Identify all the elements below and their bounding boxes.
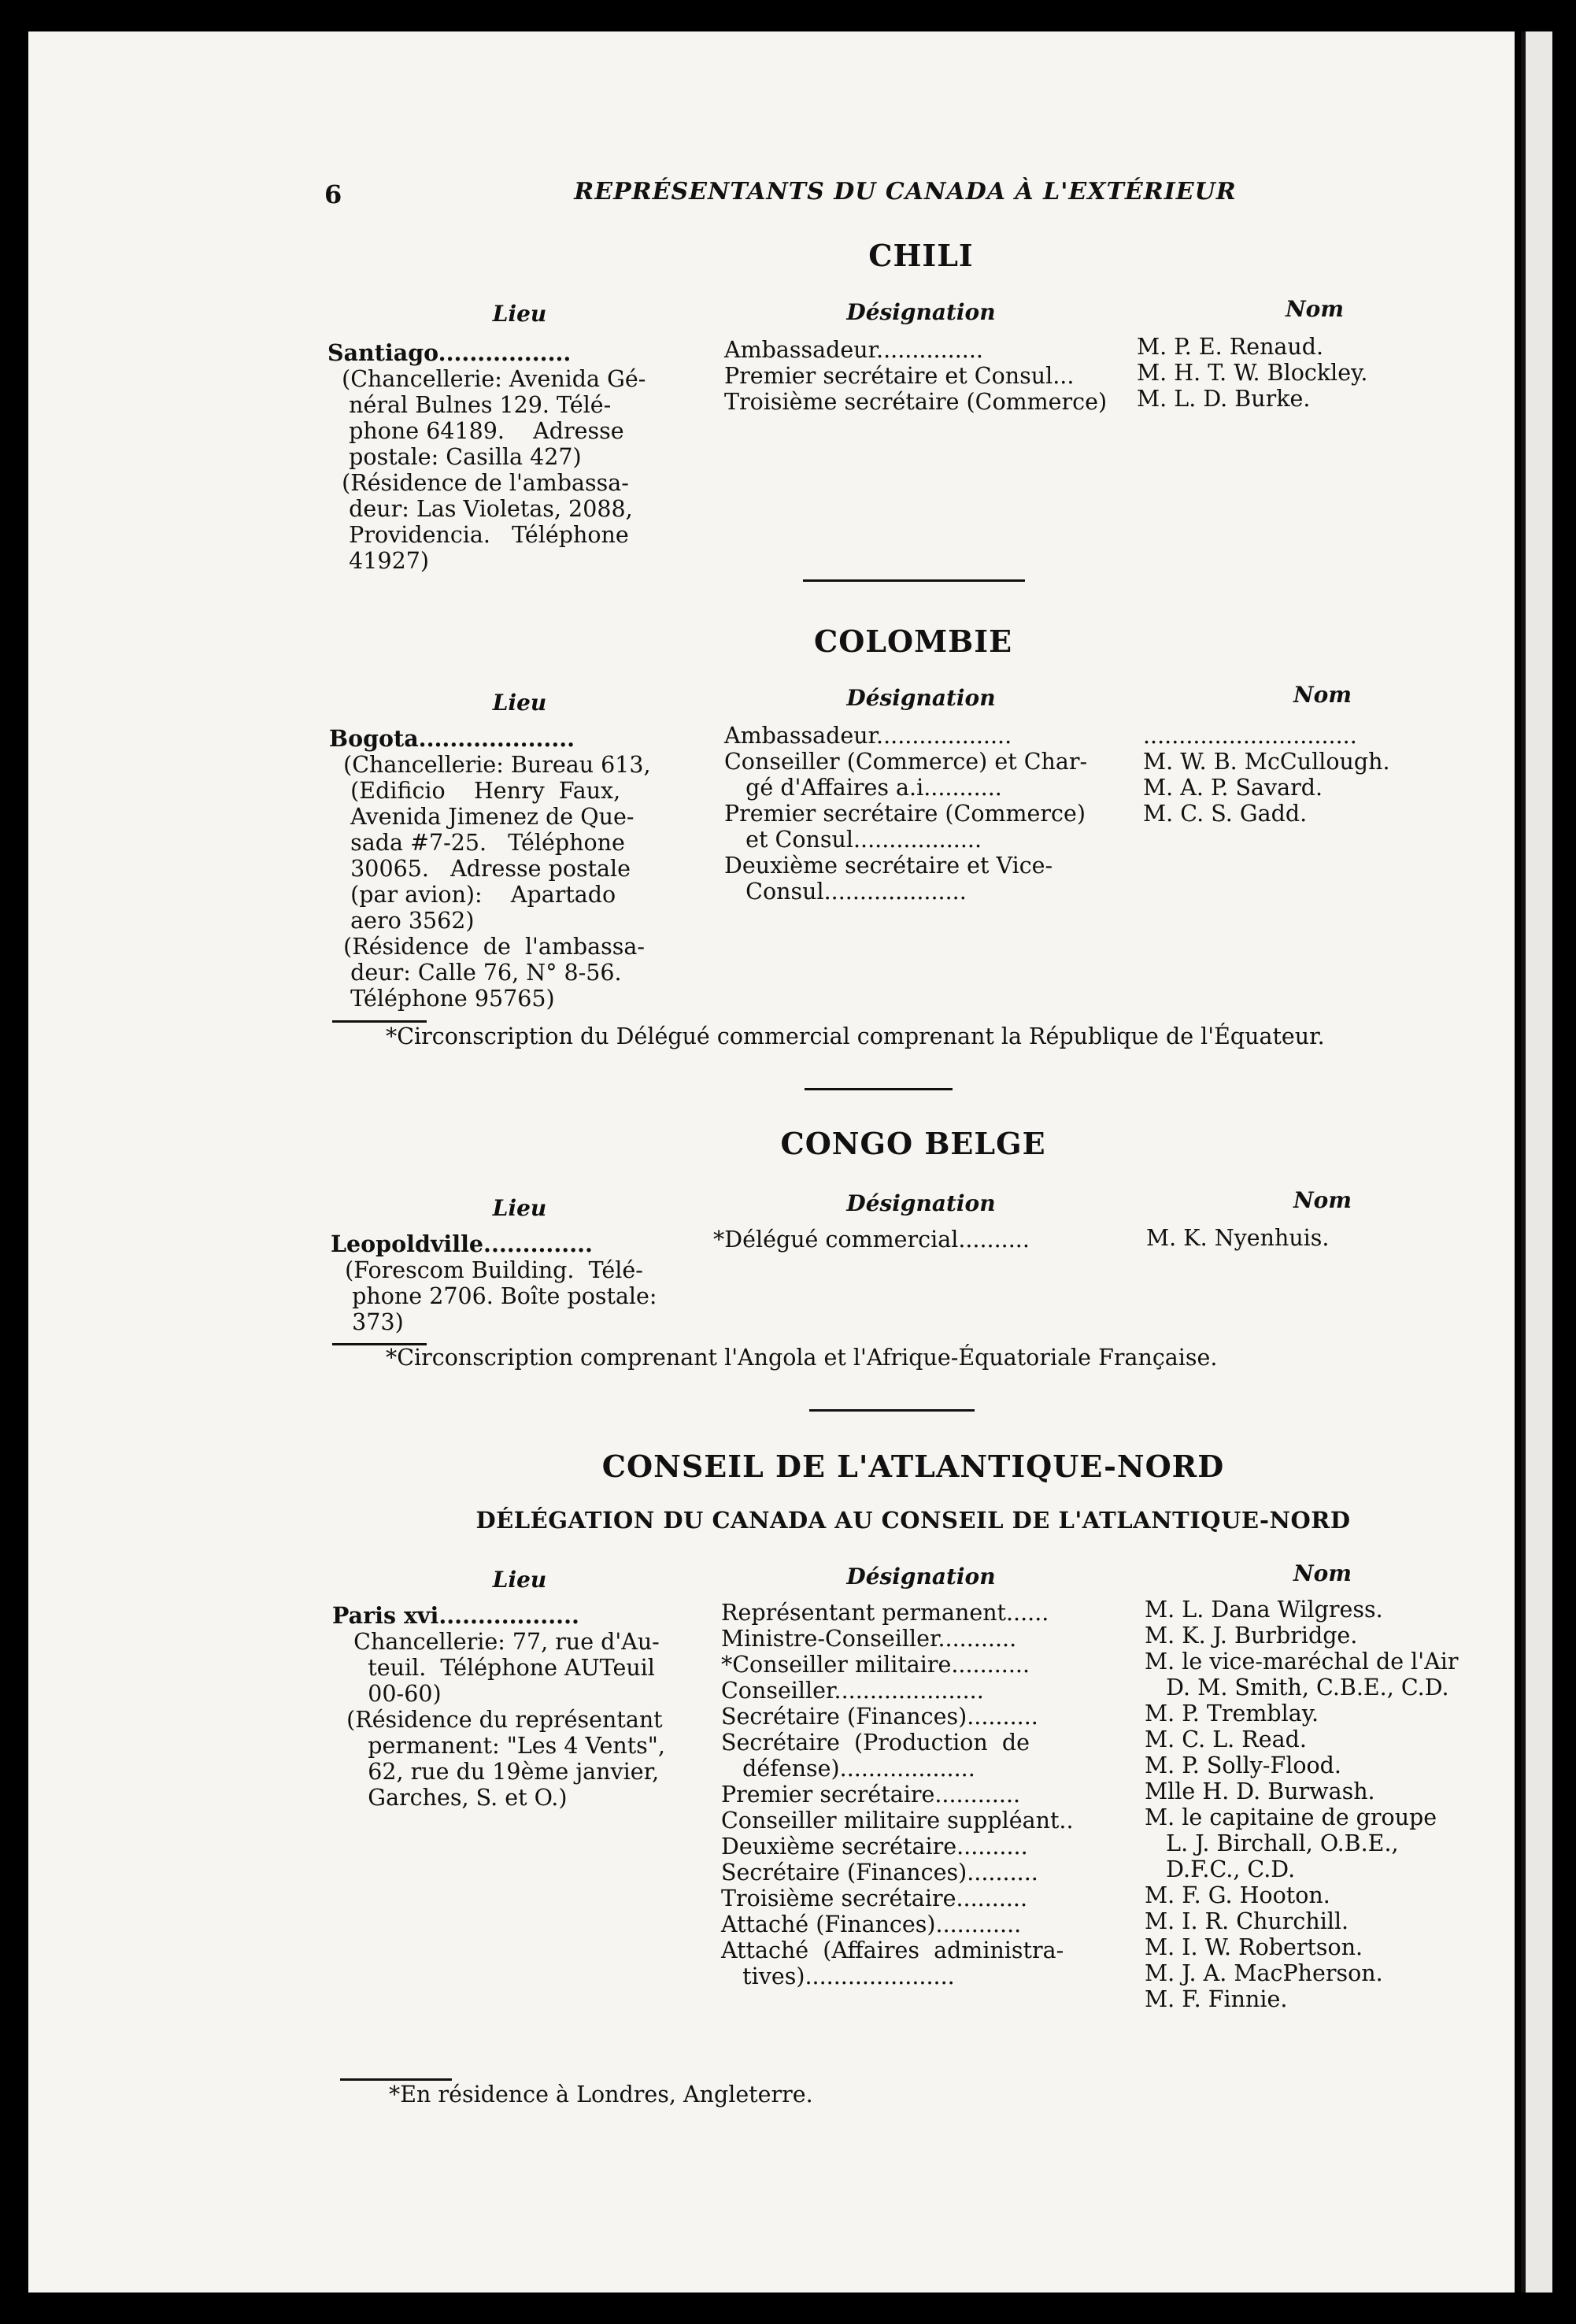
otan-designation-line: Représentant permanent...... — [721, 1600, 1049, 1626]
country-title-congo-belge: CONGO BELGE — [780, 1126, 1046, 1161]
colombie-designation-line: Premier secrétaire (Commerce) — [724, 801, 1086, 827]
colombie-lieu-line: Bogota.................... — [329, 725, 575, 752]
otan-designation-line: Secrétaire (Finances).......... — [721, 1704, 1038, 1730]
otan-nom-block — [1145, 1597, 1458, 2012]
otan-designation-line: Secrétaire (Production de — [721, 1730, 1030, 1756]
congo-nom-block — [1146, 1225, 1329, 1251]
otan-nom-line: M. K. J. Burbridge. — [1145, 1623, 1358, 1649]
colombie-designation-line: gé d'Affaires a.i........... — [724, 775, 1002, 801]
otan-designation-line: Premier secrétaire............ — [721, 1782, 1021, 1808]
otan-nom-line: M. le vice-maréchal de l'Air — [1145, 1649, 1459, 1675]
colombie-designation-line: Ambassadeur................... — [724, 723, 1012, 749]
chili-designation-line: Troisième secrétaire (Commerce) — [724, 389, 1108, 415]
country-title-colombie: COLOMBIE — [813, 624, 1013, 659]
colombie-lieu-line: (Chancellerie: Bureau 613, — [329, 752, 651, 778]
colombie-designation-block — [724, 723, 1087, 905]
column-header-designation: Désignation — [846, 299, 996, 325]
otan-designation-line: Attaché (Affaires administra- — [721, 1937, 1064, 1963]
congo-nom-line: M. K. Nyenhuis. — [1146, 1225, 1330, 1251]
otan-lieu-line: Chancellerie: 77, rue d'Au- — [332, 1629, 660, 1655]
chili-lieu-line: deur: Las Violetas, 2088, — [327, 496, 633, 522]
chili-nom-block — [1137, 334, 1367, 412]
colombie-lieu-line: (par avion): Apartado — [329, 882, 616, 908]
colombie-lieu-block — [329, 726, 651, 1012]
chili-designation-line: Premier secrétaire et Consul... — [724, 363, 1075, 389]
colombie-nom-line: M. C. S. Gadd. — [1143, 801, 1308, 827]
colombie-designation-line: Deuxième secrétaire et Vice- — [724, 853, 1053, 879]
colombie-nom-line: .............................. — [1143, 723, 1357, 749]
chili-lieu-line: phone 64189. Adresse — [327, 418, 624, 444]
chili-lieu-line: (Chancellerie: Avenida Gé- — [327, 366, 646, 392]
otan-designation-line: Attaché (Finances)............ — [721, 1911, 1022, 1937]
otan-nom-line: D. M. Smith, C.B.E., C.D. — [1145, 1675, 1449, 1700]
footnote-colombie: *Circonscription du Délégué commercial comprenant la République de l'Équateur. — [386, 1023, 1325, 1049]
section-title-otan: CONSEIL DE L'ATLANTIQUE-NORD — [601, 1449, 1225, 1484]
colombie-lieu-line: (Edificio Henry Faux, — [329, 778, 621, 804]
chili-designation-block — [724, 337, 1107, 415]
otan-lieu-line: Garches, S. et O.) — [332, 1785, 568, 1811]
congo-designation-line: *Délégué commercial.......... — [713, 1227, 1030, 1253]
column-header-nom: Nom — [1293, 682, 1352, 708]
otan-lieu-line: teuil. Téléphone AUTeuil — [332, 1655, 655, 1681]
congo-lieu-line: (Forescom Building. Télé- — [331, 1257, 643, 1283]
footnote-rule — [340, 2078, 452, 2081]
otan-designation-line: Conseiller..................... — [721, 1678, 984, 1704]
column-header-nom: Nom — [1293, 1187, 1352, 1213]
otan-nom-line: Mlle H. D. Burwash. — [1145, 1778, 1375, 1804]
colombie-lieu-line: Avenida Jimenez de Que- — [329, 804, 634, 830]
chili-nom-line: M. H. T. W. Blockley. — [1137, 360, 1368, 386]
otan-lieu-block — [332, 1603, 665, 1811]
otan-nom-line: M. J. A. MacPherson. — [1145, 1960, 1383, 1986]
colombie-lieu-line: 30065. Adresse postale — [329, 856, 631, 882]
chili-lieu-block — [327, 340, 646, 574]
section-subtitle-otan: DÉLÉGATION DU CANADA AU CONSEIL DE L'ATLANTIQUE-NORD — [475, 1507, 1351, 1534]
colombie-lieu-line: deur: Calle 76, N° 8-56. — [329, 960, 622, 986]
otan-lieu-line: 62, rue du 19ème janvier, — [332, 1759, 660, 1785]
otan-nom-line: M. L. Dana Wilgress. — [1145, 1597, 1383, 1623]
column-header-lieu: Lieu — [492, 690, 547, 716]
section-divider — [809, 1409, 975, 1412]
colombie-designation-line: et Consul.................. — [724, 827, 982, 853]
column-header-designation: Désignation — [846, 1190, 996, 1216]
colombie-nom-block — [1143, 723, 1390, 827]
chili-nom-line: M. L. D. Burke. — [1137, 386, 1311, 412]
chili-lieu-line: néral Bulnes 129. Télé- — [327, 392, 612, 418]
otan-designation-line: défense)................... — [721, 1756, 975, 1782]
otan-lieu-line: (Résidence du représentant — [332, 1707, 663, 1733]
otan-designation-line: *Conseiller militaire........... — [721, 1652, 1030, 1678]
otan-nom-line: D.F.C., C.D. — [1145, 1856, 1296, 1882]
otan-designation-line: Troisième secrétaire.......... — [721, 1885, 1028, 1911]
colombie-designation-line: Conseiller (Commerce) et Char- — [724, 749, 1088, 775]
otan-nom-line: M. F. G. Hooton. — [1145, 1882, 1330, 1908]
colombie-designation-line: Consul.................... — [724, 879, 967, 905]
otan-lieu-line: Paris xvi.................. — [332, 1602, 579, 1629]
otan-nom-line: M. I. W. Robertson. — [1145, 1934, 1363, 1960]
colombie-lieu-line: aero 3562) — [329, 908, 475, 934]
page-edge — [1521, 31, 1552, 2293]
congo-lieu-line: Leopoldville.............. — [331, 1230, 593, 1257]
otan-designation-line: Ministre-Conseiller........... — [721, 1626, 1017, 1652]
column-header-lieu: Lieu — [492, 1567, 547, 1593]
otan-nom-line: L. J. Birchall, O.B.E., — [1145, 1830, 1399, 1856]
colombie-lieu-line: Téléphone 95765) — [329, 986, 555, 1012]
running-title: REPRÉSENTANTS DU CANADA À L'EXTÉRIEUR — [574, 178, 1237, 205]
colombie-lieu-line: sada #7-25. Téléphone — [329, 830, 625, 856]
column-header-designation: Désignation — [846, 685, 996, 711]
otan-designation-block — [721, 1600, 1074, 1989]
otan-nom-line: M. P. Solly-Flood. — [1145, 1752, 1341, 1778]
column-header-lieu: Lieu — [492, 1195, 547, 1221]
congo-lieu-block — [331, 1231, 657, 1335]
otan-lieu-line: permanent: "Les 4 Vents", — [332, 1733, 665, 1759]
colombie-nom-line: M. A. P. Savard. — [1143, 775, 1323, 801]
column-header-nom: Nom — [1286, 296, 1344, 322]
chili-lieu-line: 41927) — [327, 548, 429, 574]
footnote-rule — [332, 1020, 427, 1023]
chili-lieu-line: (Résidence de l'ambassa- — [327, 470, 629, 496]
otan-lieu-line: 00-60) — [332, 1681, 442, 1707]
colombie-nom-line: M. W. B. McCullough. — [1143, 749, 1390, 775]
footnote-otan: *En résidence à Londres, Angleterre. — [389, 2082, 813, 2108]
otan-nom-line: M. le capitaine de groupe — [1145, 1804, 1437, 1830]
column-header-lieu: Lieu — [492, 301, 547, 327]
country-title-chili: CHILI — [868, 238, 974, 273]
chili-nom-line: M. P. E. Renaud. — [1137, 334, 1324, 360]
congo-lieu-line: phone 2706. Boîte postale: — [331, 1283, 657, 1309]
footnote-congo: *Circonscription comprenant l'Angola et l'Afrique-Équatoriale Française. — [386, 1345, 1218, 1371]
colombie-lieu-line: (Résidence de l'ambassa- — [329, 934, 646, 960]
otan-nom-line: M. C. L. Read. — [1145, 1726, 1307, 1752]
page-number: 6 — [324, 179, 342, 209]
otan-designation-line: Conseiller militaire suppléant.. — [721, 1808, 1074, 1834]
otan-nom-line: M. I. R. Churchill. — [1145, 1908, 1349, 1934]
column-header-designation: Désignation — [846, 1564, 996, 1589]
column-header-nom: Nom — [1293, 1560, 1352, 1586]
chili-designation-line: Ambassadeur............... — [724, 337, 983, 363]
chili-lieu-line: postale: Casilla 427) — [327, 444, 582, 470]
otan-designation-line: tives)..................... — [721, 1963, 955, 1989]
chili-lieu-line: Santiago................. — [327, 339, 572, 366]
section-divider — [803, 579, 1025, 582]
otan-nom-line: M. P. Tremblay. — [1145, 1700, 1319, 1726]
congo-lieu-line: 373) — [331, 1309, 404, 1335]
otan-nom-line: M. F. Finnie. — [1145, 1986, 1288, 2012]
chili-lieu-line: Providencia. Téléphone — [327, 522, 629, 548]
section-divider — [805, 1088, 953, 1090]
otan-designation-line: Deuxième secrétaire.......... — [721, 1834, 1028, 1860]
otan-designation-line: Secrétaire (Finances).......... — [721, 1860, 1038, 1885]
congo-designation-block — [713, 1227, 1030, 1253]
